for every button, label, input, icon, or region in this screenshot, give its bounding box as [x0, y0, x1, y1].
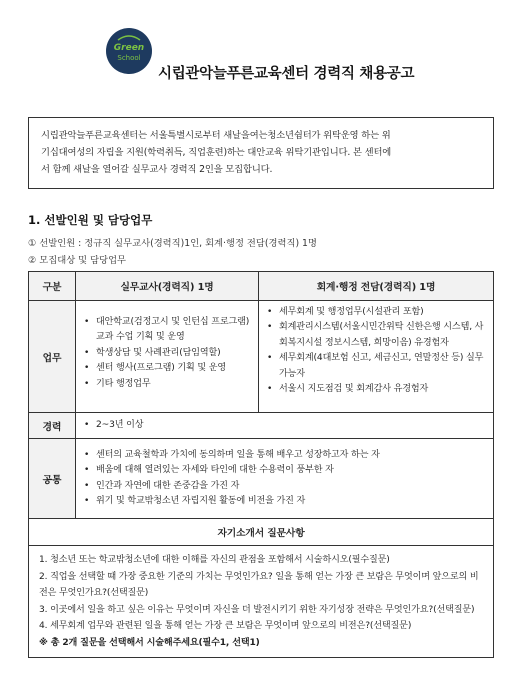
experience-cell [76, 413, 494, 439]
questions-cell [29, 546, 494, 658]
section-item: ② 모집대상 및 담당업무 [28, 255, 127, 266]
question-item: 3. 이곳에서 일을 하고 싶은 이유는 무엇이며 자신을 더 발전시키기 위한 자기성장 전략은 무엇인가요?(선택질문) [39, 604, 475, 615]
row-label-common: 공통 [29, 439, 76, 519]
work-teacher-cell [76, 301, 259, 413]
intro-box [28, 117, 494, 189]
col-header-label: 구분 [29, 272, 76, 301]
work-accounting-cell [259, 301, 494, 413]
list-item: • 세무회계 및 행정업무(시설관리 포함) [267, 305, 485, 320]
list-item: • 센터 행사(프로그램) 기획 및 운영 [84, 361, 250, 376]
col-header-accounting: 회계·행정 전담(경력직) 1명 [259, 272, 494, 301]
list-item: • 센터의 교육철학과 가치에 동의하며 일을 통해 배우고 성장하고자 하는 자 [84, 448, 485, 463]
logo-text-top: Green [113, 43, 145, 53]
question-item: 1. 청소년 또는 학교밖청소년에 대한 이해를 자신의 관점을 포함해서 시술하시오(필수질문) [39, 555, 390, 565]
list-item: • 배움에 대해 열려있는 자세와 타인에 대한 수용력이 풍부한 자 [84, 463, 485, 478]
question-item: 2. 직업을 선택할 때 가장 중요한 기준의 가치는 무엇인가요? 일을 통해 얻는 가장 큰 보람은 무엇이며 앞으로의 비전은 무엇인가요?(선택질문) [39, 571, 479, 598]
list-item: • 학생상담 및 사례관리(담임역할) [84, 346, 250, 361]
recruitment-table [28, 271, 494, 658]
list-item: • 2~3년 이상 [84, 418, 485, 433]
row-label-work: 업무 [29, 301, 76, 413]
list-item: • 인간과 자연에 대한 존중감을 가진 자 [84, 479, 485, 494]
intro-line: 시립관악늘푸른교육센터는 서울특별시로부터 새날을여는청소년쉼터가 위탁운영 하는 위 [41, 130, 391, 141]
school-logo [104, 26, 154, 76]
section-title: 1. 선발인원 및 담당업무 [28, 213, 153, 227]
intro-line: 서 함께 새날을 열어갈 실무교사 경력직 2인을 모집합니다. [41, 164, 273, 175]
questions-title: 자기소개서 질문사항 [29, 519, 494, 546]
question-item: 4. 세무회계 업무와 관련된 일을 통해 얻는 가장 큰 보람은 무엇이며 앞으로의 비전은?(선택질문) [39, 621, 412, 631]
row-label-experience: 경력 [29, 413, 76, 439]
common-cell [76, 439, 494, 519]
questions-note: ※ 총 2개 질문을 선택해서 시술해주세요(필수1, 선택1) [39, 637, 260, 648]
logo-text-bottom: School [117, 54, 141, 62]
list-item: • 회계관리시스템(서울시민간위탁 신한은행 시스템, 사회복지시설 정보시스템, 희망이음) 유경험자 [267, 320, 485, 351]
list-item: • 위기 및 학교밖청소년 자립지원 활동에 비전을 가진 자 [84, 494, 485, 509]
list-item: • 기타 행정업무 [84, 377, 250, 392]
list-item: • 대안학교(검정고시 및 인턴십 프로그램) 교과 수업 기획 및 운영 [84, 315, 250, 346]
col-header-teacher: 실무교사(경력직) 1명 [76, 272, 259, 301]
section-item: ① 선발인원 : 정규직 실무교사(경력직)1인, 회계·행정 전담(경력직) 1명 [28, 238, 317, 249]
intro-line: 기십대여성의 자립을 지원(학력취득, 직업훈련)하는 대안교육 위탁기관입니다. 본 센터에 [41, 147, 392, 158]
list-item: • 세무회계(4대보험 신고, 세금신고, 연말정산 등) 실무 가능자 [267, 351, 485, 382]
list-item: • 서울시 지도점검 및 회계감사 유경험자 [267, 382, 485, 397]
page-title: 시립관악늘푸른교육센터 경력직 채용공고 [158, 66, 415, 82]
